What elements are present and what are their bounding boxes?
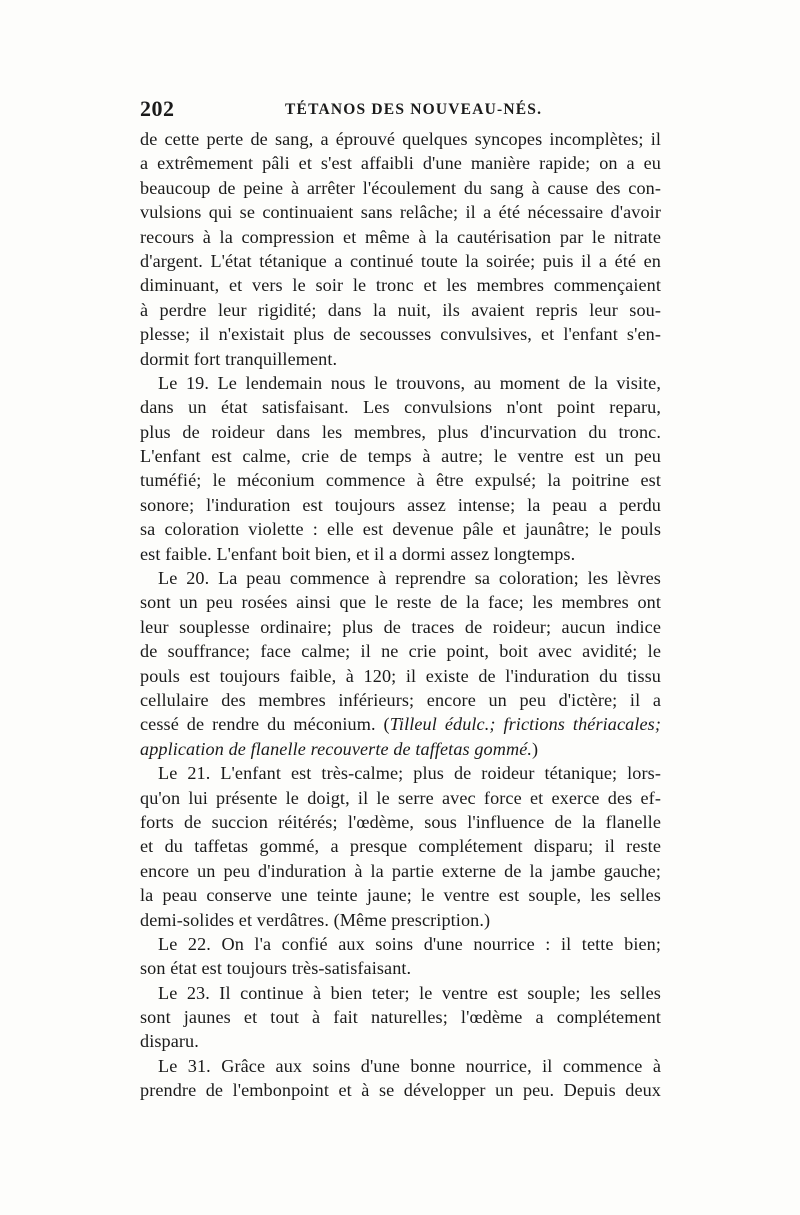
text-line: Le 23. Il continue à bien teter; le ventre est souple; les selles [158,982,661,1003]
text-line: diminuant, et vers le soir le tronc et les membres commençaient [140,275,661,296]
text-line: prendre de l'embonpoint et à se développer un peu. Depuis deux [140,1080,661,1101]
text-line: pouls est toujours faible, à 120; il existe de l'induration du tissu [140,665,661,686]
text-line: plus de roideur dans les membres, plus d'incurvation du tronc. [140,421,661,442]
text-line: sont jaunes et tout à fait naturelles; l'œdème a complétement [140,1007,661,1028]
text-line-prescription [140,737,661,761]
text-line: Le 19. Le lendemain nous le trouvons, au moment de la visite, [158,372,661,393]
text-line: plesse; il n'existait plus de secousses convulsives, et l'enfant s'en- [140,324,661,345]
text-line: et du taffetas gommé, a presque complétement disparu; il reste [140,836,661,857]
text-line: est faible. L'enfant boit bien, et il a dormi assez longtemps. [140,543,576,564]
text-line: a extrêmement pâli et s'est affaibli d'une manière rapide; on a eu [140,153,661,174]
text-line-with-prescription [140,712,661,736]
text-segment: cessé de rendre du méconium. ( [140,714,390,735]
text-line: leur souplesse ordinaire; plus de traces de roideur; aucun indice [140,616,661,637]
text-line: beaucoup de peine à arrêter l'écoulement du sang à cause des con- [140,177,661,198]
text-line: recours à la compression et même à la cautérisation par le nitrate [140,226,661,247]
text-line: sonore; l'induration est toujours assez intense; la peau a perdu [140,494,661,515]
text-line: vulsions qui se continuaient sans relâche; il a été nécessaire d'avoir [140,202,661,223]
page-number: 202 [140,96,175,121]
prescription-text: application de flanelle recouverte de taffetas gommé. [140,738,533,759]
text-line: Le 20. La peau commence à reprendre sa coloration; les lèvres [158,568,661,589]
text-line: son état est toujours très-satisfaisant. [140,958,412,979]
prescription-text: Tilleul édulc.; frictions thériacales; [389,714,661,735]
text-line: dormit fort tranquillement. [140,348,338,369]
text-line: qu'on lui présente le doigt, il le serre avec force et exerce des ef- [140,787,661,808]
text-line: L'enfant est calme, crie de temps à autre; le ventre est un peu [140,446,661,467]
text-line: d'argent. L'état tétanique a continué toute la soirée; puis il a été en [140,250,661,271]
text-line: dans un état satisfaisant. Les convulsions n'ont point reparu, [140,397,661,418]
text-line: sa coloration violette : elle est devenue pâle et jaunâtre; le pouls [140,519,661,540]
running-title: TÉTANOS DES NOUVEAU-NÉS. [285,101,543,118]
text-segment: ) [532,738,539,759]
text-line: tuméfié; le méconium commence à être expulsé; la poitrine est [140,470,661,491]
text-line: Le 31. Grâce aux soins d'une bonne nourrice, il commence à [158,1055,661,1076]
text-line: forts de succion réitérés; l'œdème, sous l'influence de la flanelle [140,811,661,832]
body-text [140,127,661,1103]
text-line: Le 21. L'enfant est très-calme; plus de roideur tétanique; lors- [158,763,661,784]
text-line: disparu. [140,1031,199,1052]
text-line: demi-solides et verdâtres. (Même prescription.) [140,909,491,930]
text-line: sont un peu rosées ainsi que le reste de la face; les membres ont [140,592,661,613]
text-line: à perdre leur rigidité; dans la nuit, ils avaient repris leur sou- [140,299,661,320]
text-line: de cette perte de sang, a éprouvé quelques syncopes incomplètes; il [140,129,661,149]
page-header [140,96,660,126]
text-line: la peau conserve une teinte jaune; le ventre est souple, les selles [140,885,661,906]
text-line: encore un peu d'induration à la partie externe de la jambe gauche; [140,860,661,881]
text-line: Le 22. On l'a confié aux soins d'une nourrice : il tette bien; [158,933,661,954]
text-line: de souffrance; face calme; il ne crie point, boit avec avidité; le [140,641,661,662]
text-line: cellulaire des membres inférieurs; encore un peu d'ictère; il a [140,689,661,710]
